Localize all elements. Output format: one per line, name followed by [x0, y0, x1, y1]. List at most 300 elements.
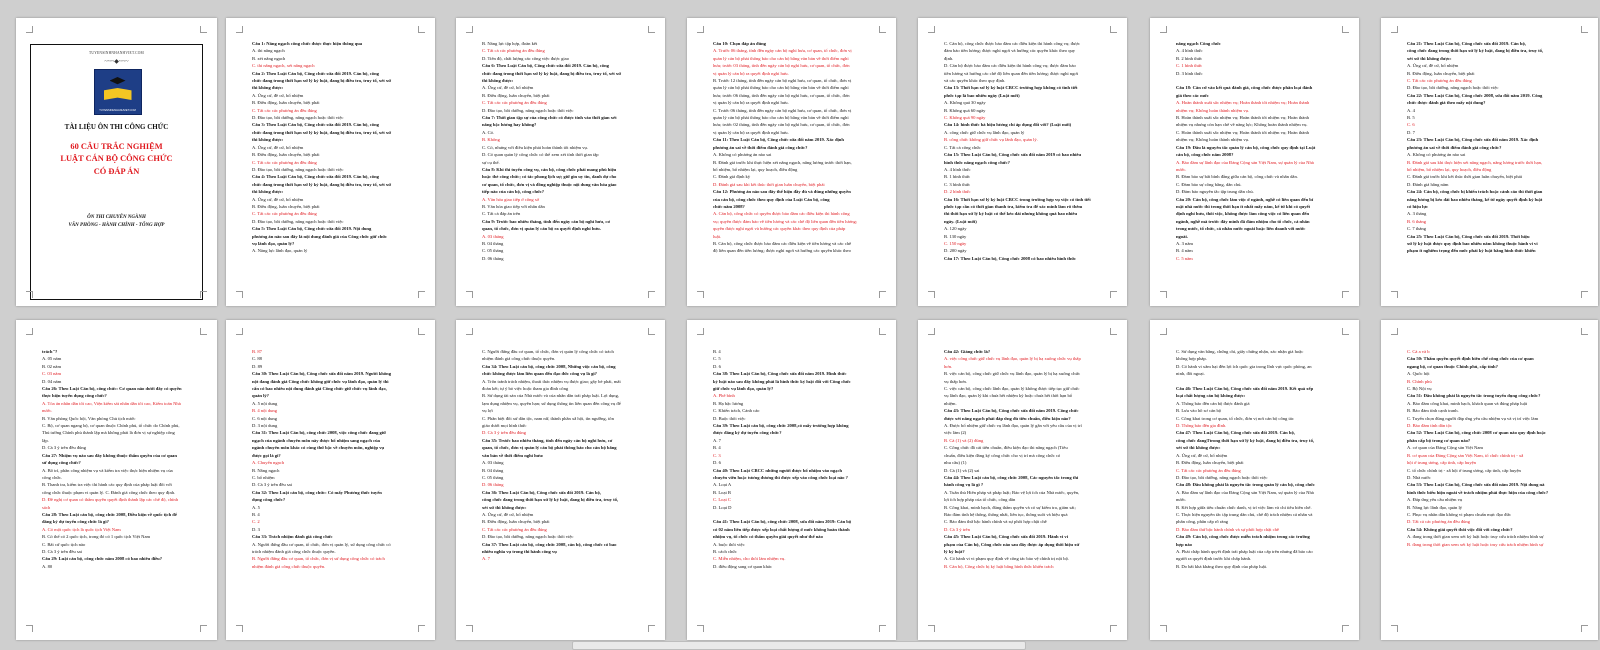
question-line: Câu 22: Theo Luật Cán bộ, Công chức 2008, sửa đổi năm 2019. Công: [1407, 92, 1543, 98]
answer-line: D. Đánh giá sau khi kết thúc thời gian luân chuyển, biệt phái: [713, 181, 825, 187]
page-margin-mark: [466, 328, 473, 335]
option-line: công chức.: [42, 474, 63, 480]
question-line: mật nhà nước thì trong thời hạn ít nhất mấy năm, kể từ khi có quyết: [1176, 203, 1311, 209]
option-line: D. Đào tạo, bồi dưỡng, nâng ngạch hoặc thôi việc: [1407, 85, 1499, 91]
question-line: hình thức nâng ngạch công chức?: [944, 159, 1010, 165]
answer-line: B. Đánh giá sau khi thực hiện xét nâng ngạch, nâng lương trước thời hạn,: [1407, 159, 1543, 165]
option-line: A. Ứng cử, đề cử, bổ nhiệm: [252, 196, 304, 202]
answer-line: C. Tất các các phương án đều đúng: [1176, 467, 1241, 473]
option-line: D. 04 năm: [42, 378, 62, 384]
option-line: bổ nhiệm, bổ nhiệm lại, quy hoạch, điều động: [713, 166, 798, 172]
question-line: cán bộ, công chức năm 2008?: [1176, 152, 1234, 158]
question-line: nhiêu nghĩa vụ trong thi hành công vụ: [482, 548, 557, 554]
answer-line: C. Cả a và b: [1407, 349, 1430, 354]
cover-heading-2: LUẬT CÁN BỘ CÔNG CHỨC: [60, 154, 173, 163]
option-line: B. cách chức: [713, 548, 737, 554]
question-line: hợp nào: [1176, 541, 1192, 547]
answer-line: C. 5 năm: [1176, 255, 1193, 261]
answer-line: bổ nhiệm, bổ nhiệm lại, quy hoạch, điều động: [1407, 166, 1492, 172]
question-line: xử lý kỷ luật được quy định bao nhiêu năm không thuộc hành vi vi: [1407, 240, 1538, 246]
page-margin-mark: [418, 291, 425, 298]
answer-line: C. Tất các các phương án đều đúng: [482, 100, 547, 106]
page-text: [1176, 348, 1337, 570]
question-line: Câu 20: Cán bộ, công chức làm việc ở ngành, nghề có liên quan đến bí: [1176, 196, 1314, 202]
answer-line: A. Trước 06 tháng, tính đến ngày cán bộ nghỉ hưu, cơ quan, tổ chức, đơn vị: [713, 48, 852, 54]
option-line: B. Không quá 60 ngày: [944, 107, 986, 113]
option-line: B. Do bất khả kháng theo quy định của pháp luật.: [1176, 563, 1268, 569]
page-margin-mark: [466, 26, 473, 33]
option-line: A. Ứng cử, đề cử, bổ nhiệm: [252, 144, 304, 150]
option-line: D. Tiến độ, chất lượng các công việc được giao: [482, 55, 570, 61]
option-line: nhiệm.: [944, 400, 957, 406]
page-text: [42, 348, 195, 570]
question-line: Câu 51: Đâu không phải là nguyên tắc trong tuyển dụng công chức?: [1407, 393, 1541, 399]
option-line: C. Tuyển chọn đúng người đáp ứng yêu cầu nhiệm vụ và vị trí việc làm: [1407, 415, 1539, 421]
question-line: chuyên viên hoặc tương đương thì được xếp vào công chức loại nào ?: [713, 474, 848, 480]
question-line: cơ quan, tổ chức, đơn vị và đồng nghiệp thuộc nội dung văn hóa giao: [482, 181, 617, 187]
page-margin-mark: [1110, 26, 1117, 33]
option-line: D. 200 ngày: [944, 248, 967, 254]
answer-line: C. 150 ngày: [944, 240, 967, 246]
option-line: B. Công khai, minh bạch, đúng thẩm quyền và có sự kiểm tra, giám sát;: [944, 504, 1076, 510]
option-line: A. Bảo đảm công khai, minh bạch, khách quan và đúng pháp luật: [1407, 400, 1528, 406]
option-line: A. Thông báo đến cán bộ được đánh giá: [1176, 400, 1250, 406]
question-line: loại chất lượng cán bộ không được:: [1176, 393, 1246, 399]
page-margin-mark: [879, 328, 886, 335]
answer-line: C. 3: [713, 452, 721, 458]
option-line: A. Phải chấp hành quyết định trái pháp luật của cấp trên nhưng đã báo cáo: [1176, 548, 1313, 554]
option-line: phân công, phân cấp rõ ràng: [1176, 519, 1229, 525]
question-line: Câu 25: Theo Luật Cán bộ, Công chức sửa đổi 2019. Thời hiệu: [1407, 233, 1530, 239]
page-margin-mark: [200, 26, 207, 33]
question-line: nâng ngạch Công chức: [1176, 41, 1221, 46]
option-line: trách nhiệm đánh giá công chức thuộc quyền.: [252, 548, 336, 554]
option-line: C. Khiển trách, Cảnh cáo: [713, 408, 760, 414]
option-line: A. Bảo đảm sự lãnh đạo của Đảng Cộng sản Việt Nam, sự quản lý của Nhà: [1176, 489, 1314, 495]
page-margin-mark: [26, 26, 33, 33]
question-line: Câu 15: Theo Luật Cán bộ, Công chức sửa đổi năm 2019 có bao nhiêu: [944, 152, 1082, 158]
option-line: A. 5 nội dung: [252, 400, 278, 406]
page-text: [713, 348, 874, 570]
option-line: sự cụ thể.: [482, 159, 500, 165]
answer-line: B. 6 tháng: [1407, 218, 1427, 224]
option-line: A. Quốc hội: [1407, 371, 1430, 377]
answer-line: C. Tất các các phương án đều đúng: [252, 211, 317, 217]
option-line: B. Bảo đảm tính cạnh tranh.: [1407, 408, 1459, 414]
question-line: Câu 49: Cán bộ, công chức được miễn trách nhiệm trong các trường: [1176, 534, 1310, 540]
option-line: B. Điều động, luân chuyển, biệt phái: [252, 203, 320, 209]
question-line: chức đang trong thời hạn xử lý kỷ luật, đang bị điều tra, truy tố, xét xử: [252, 181, 391, 187]
answer-line: sách: [42, 504, 51, 510]
option-line: C. việc cán bộ, công chức lãnh đạo, quản lý không được tiếp tục giữ chức: [944, 386, 1080, 392]
option-line: D. Đào tạo, bồi dưỡng, nâng ngạch hoặc thôi việc: [1176, 474, 1268, 480]
option-line: A. 4 hình thức: [1176, 48, 1203, 54]
option-line: quản lý cán bộ phải thông báo cho cán bộ bằng văn bản về thời điểm nghỉ: [713, 115, 849, 121]
answer-line: quản lý cán bộ phải thông báo cho cán bộ bằng văn bản về thời điểm nghỉ: [713, 55, 849, 61]
question-line: Câu 26: Theo Luật Cán bộ, công chức: Cơ quan nào dưới đây có quyền: [42, 386, 182, 392]
option-line: D. Cả (1) và (2) sai: [944, 467, 980, 473]
option-line: A. Ứng cử, đề cử, bổ nhiệm: [1176, 452, 1228, 458]
question-line: Câu 17: Theo Luật Cán bộ, Công chức 2008 có bao nhiêu hình thức: [944, 255, 1077, 261]
question-line: nâng lương bị kéo dài bao nhiêu tháng, kể từ ngày quyết định kỷ luật: [1407, 196, 1543, 202]
question-line: Câu 54: Không giải quyết thôi việc đối với công chức?: [1407, 526, 1513, 532]
option-line: D. 06 tháng: [482, 255, 504, 261]
page-margin-mark: [879, 26, 886, 33]
page-margin-mark: [236, 625, 243, 632]
option-line: A. Năng lực lãnh đạo, quản lý: [252, 248, 308, 254]
option-line: B. Điều động, luân chuyển, biệt phái: [252, 100, 320, 106]
option-line: công chức thuộc phạm vi quản lý. C. Đánh giá công chức theo quy định.: [42, 489, 176, 495]
page-margin-mark: [1160, 291, 1167, 298]
cover-heading-3: CÓ ĐÁP ÁN: [93, 167, 140, 176]
option-line: B. 04 tháng: [482, 240, 504, 246]
cover-subtitle-2: VĂN PHÒNG - HÀNH CHÍNH - TỔNG HỢP: [68, 223, 165, 228]
page-margin-mark: [418, 328, 425, 335]
page-margin-mark: [236, 26, 243, 33]
answer-line: A. 03 tháng: [482, 233, 504, 239]
option-line: A. công chức giữ chức vụ lãnh đạo, quản lý: [944, 129, 1025, 135]
option-line: B. Kết hợp giữa tiêu chuẩn chức danh, vị trí việc làm và chỉ tiêu biên chế.: [1176, 504, 1312, 510]
question-line: Câu 35: Trước bao nhiêu tháng, tính đến ngày cán bộ nghỉ hưu, cơ: [482, 437, 613, 443]
question-line: Câu 29: Luật cán bộ, công chức năm 2008 có bao nhiêu điều?: [42, 556, 163, 562]
answer-line: B. cơ quan của Đảng Cộng sản Việt Nam, tổ chức chính trị - xã: [1407, 452, 1524, 458]
page-text: [1176, 40, 1337, 262]
option-line: A. 4 hình thức: [944, 166, 971, 172]
answer-line: nước.: [1176, 166, 1187, 172]
option-line: lạm dụng nhiệm vụ, quyền hạn; sử dụng thông tin liên quan đến công vụ để: [482, 400, 621, 406]
answer-line: nhiệm vụ; Không hoàn thành nhiệm vụ.: [1176, 107, 1250, 113]
question-line: Câu 27: Nhiệm vụ nào sau đây không thuộc thẩm quyền của cơ quan: [42, 452, 177, 458]
answer-line: D. Thông báo đến gia đình.: [1176, 423, 1227, 429]
answer-line: A. 7: [482, 556, 490, 562]
option-line: C. Công khai trong cơ quan, tổ chức, đơn vị nơi cán bộ công tác: [1176, 415, 1294, 421]
question-line: phạm ít nghiêm trọng đến mức phải kỷ luật bằng hình thức khiển: [1407, 248, 1536, 254]
option-line: A. 4: [1407, 107, 1415, 113]
option-line: B. 4 năm: [1176, 248, 1193, 254]
page-margin-mark: [418, 26, 425, 33]
option-line: A. 3 năm: [1176, 240, 1193, 246]
option-line: A. 5: [252, 504, 260, 510]
question-line: của cán bộ, công chức theo quy định của Luật Cán bộ, công: [713, 196, 830, 202]
question-line: Câu 28: Theo Luật cán bộ, công chức 2008, Điều kiện về quốc tịch để: [42, 511, 177, 517]
option-line: A. Ứng cử, đề cử, bổ nhiệm: [482, 85, 534, 91]
option-line: C. 5: [713, 356, 721, 362]
option-line: D. Cả 3 ý trên đều sai: [42, 548, 82, 554]
question-line: Câu 23: Theo Luật Cán bộ, Công chức sửa đổi năm 2019. Xác định: [1407, 137, 1539, 143]
page-text: [1407, 348, 1576, 548]
option-line: C. Đánh giá trước khi kết thúc thời gian luân chuyển, biệt phái: [1407, 174, 1523, 180]
page-margin-mark: [697, 328, 704, 335]
option-line: C. Bất cứ quốc tịch nào: [42, 541, 86, 547]
page-margin-mark: [236, 328, 243, 335]
answer-line: A. Chuyển ngạch: [252, 460, 285, 466]
answer-line: D. 2 hình thức: [944, 189, 971, 195]
option-line: C. Hoàn thành xuất sắc nhiệm vụ; Hoàn thành tốt nhiệm vụ; Hoàn thành: [1176, 129, 1309, 135]
option-line: D. Đào tạo, bồi dưỡng, nâng ngạch hoặc thôi việc: [482, 534, 574, 540]
page-margin-mark: [1581, 26, 1588, 33]
option-line: C. 88: [252, 356, 262, 362]
option-line: B. việc cán bộ, công chức giữ chức vụ lãnh đạo, quản lý bị hạ xuống chức: [944, 371, 1081, 377]
question-line: nột đang đánh giá Công chức không giữ chức vụ lãnh đạo, quản lý thì: [252, 378, 389, 384]
question-line: Câu 52: Theo Luật Cán bộ, công chức 2008 cơ quan nào quy định hoặc: [1407, 430, 1546, 436]
option-line: vụ lãnh đạo, quản lý khi chưa hết nhiệm kỳ hoặc chưa hết thời hạn bổ: [944, 393, 1073, 399]
horizontal-scrollbar[interactable]: [572, 641, 1026, 650]
option-line: A. Có hành vi vi phạm quy định về công tác bảo vệ chính trị nội bộ.: [944, 556, 1070, 562]
option-line: độ liên quan đến tiền lương; được nghỉ ngơi và hưởng các quyền khác theo: [713, 248, 851, 254]
answer-line: B. Cả (1) và (2) đúng: [944, 437, 984, 443]
question-line: thì không được:: [252, 137, 284, 143]
answer-line: D. Cả 3 ý trên: [944, 526, 970, 532]
question-line: dụng công chức?: [252, 497, 286, 503]
question-line: Câu 41: Theo Luật Cán bộ, công chức 2008, sửa đổi năm 2019: Cán bộ: [713, 519, 852, 525]
question-line: kỷ luật nào sau đây không phải là hình thức kỷ luật đối với Công chức: [713, 378, 851, 384]
page-margin-mark: [1581, 625, 1588, 632]
option-line: không hợp pháp.: [1176, 356, 1207, 362]
option-line: lập.: [42, 437, 49, 443]
answer-line: C. 6: [1407, 122, 1415, 128]
cover-frame: [30, 44, 203, 300]
option-line: hưu; trước 02 tháng, tính đến ngày cán bộ nghỉ hưu, cơ quan, tổ chức, đơn: [713, 122, 850, 128]
cover-site: TUYENSINHNHANHVIET.COM: [89, 51, 144, 55]
question-line: Câu 34: Theo Luật cán bộ, công chức 2008, Những việc cán bộ, công: [482, 363, 616, 369]
answer-line: vị quản lý cán bộ ra quyết định nghỉ hưu.: [713, 70, 789, 76]
document-page: [918, 320, 1127, 640]
option-line: D. Cả 3 ý trên đều đúng: [42, 445, 87, 451]
option-line: B. Năng lực tập hợp, đoàn kết: [482, 41, 538, 46]
question-line: vụ lãnh đạo, quản lý?: [252, 240, 295, 246]
answer-line: A. Văn hóa giao tiếp ở công sở: [482, 196, 540, 202]
question-line: Câu 44: Theo Luật cán bộ, công chức 2008, Các nguyên tắc trong thi: [944, 474, 1079, 480]
answer-line: D. Tất cả các phương án đều đúng: [1407, 519, 1471, 525]
question-line: Câu 36: Theo Luật Cán bộ, Công chức sửa đổi 2019. Cán bộ,: [482, 489, 601, 495]
option-line: B. 1 hình thức: [944, 174, 971, 180]
question-line: Câu 48: Đâu không phải là nguyên tắc trong quản lý cán bộ, công chức: [1176, 482, 1315, 488]
question-line: phạm của Cán bộ, Công chức nào sau đây được áp dụng thời hiệu xử: [944, 541, 1080, 547]
question-line: Câu 53: Theo Luật Cán bộ, Công chức sửa đổi năm 2019. Nội dung nà: [1407, 482, 1545, 488]
option-line: D. điều động sang cơ quan khác: [713, 563, 772, 569]
option-line: C. 05 tháng: [482, 248, 504, 254]
question-line: công chức đangTtrong thời hạn xử lý kỷ luật, đang bị điều tra, truy tố,: [1176, 437, 1315, 443]
question-line: Câu 19: Đâu là nguyên tắc quản lý cán bộ, công chức quy định tại Luật: [1176, 144, 1316, 150]
answer-line: B. 87: [252, 349, 262, 354]
page-margin-mark: [1342, 26, 1349, 33]
option-line: A. Không có phương án nào sai: [713, 152, 772, 158]
option-line: A. Ứng cử, đề cử, bổ nhiệm: [482, 511, 534, 517]
answer-line: C. Tất các các phương án đều đúng: [252, 107, 317, 113]
page-margin-mark: [1342, 625, 1349, 632]
question-line: chức năm 2008?: [713, 203, 745, 209]
answer-line: D. 06 tháng: [482, 482, 504, 488]
option-line: chuẩn, điều kiện đăng ký công chức cho vị trí mà công chức có: [944, 452, 1061, 458]
question-line: ngang bộ, cơ quan thuộc Chính phủ, cấp tỉnh?: [1407, 363, 1498, 369]
page-margin-mark: [1391, 291, 1398, 298]
page-margin-mark: [200, 625, 207, 632]
question-line: Câu 30: Theo Luật Cán bộ, Công chức sửa đổi năm 2019. Người không: [252, 371, 391, 377]
option-line: A. Người đứng đầu cơ quan, tổ chức, đơn vị quản lý, sử dụng công chức có: [252, 541, 391, 547]
question-line: thì không được:: [482, 78, 514, 84]
page-margin-mark: [26, 328, 33, 335]
answer-line: A. Phê bình: [713, 393, 735, 399]
option-line: B. Điều động, luân chuyển, biệt phái: [482, 92, 550, 98]
option-line: [1176, 77, 1337, 84]
question-line: Câu 43: Theo Luật Cán bộ, Công chức sửa đổi năm 2019. Công chức: [944, 408, 1079, 414]
answer-line: C. Tất cả các phương án đều đúng: [482, 48, 545, 54]
option-line: Thủ tướng Chính phủ thành lập mà không phải là đơn vị sự nghiệp công: [42, 430, 175, 436]
question-line: trong nước, tổ chức, cá nhân nước ngoài hoặc liên doanh với nước: [1176, 226, 1306, 232]
question-line: Câu 13: Thời hạn xử lý kỷ luật CBCC trường hợp không có tình tiết: [944, 85, 1078, 91]
answer-line: C. 2: [252, 519, 260, 525]
answer-line: D. Đề nghị cơ quan có thẩm quyền quyết định thành lập các chế độ, chính: [42, 497, 178, 503]
page-margin-mark: [648, 328, 655, 335]
option-line: ninh, đối ngoại.: [1176, 371, 1205, 377]
question-line: ngành chuyên môn khác có cùng thứ bậc về chuyên môn, nghiệp vụ: [252, 445, 385, 451]
option-line: Bảo đảm tính hệ thống, thống nhất, liên tục, thông suốt và hiệu quả: [944, 511, 1068, 517]
option-line: A. Trốn tránh trách nhiệm, thoái thác nhiệm vụ được giao; gây bè phái, mất: [482, 378, 621, 384]
answer-line: vụ; quyền được đảm bảo về tiền lương và các chế độ liên quan đến tiền lương;: [713, 218, 858, 224]
answer-line: D. Bảo đảm tính dân tộc: [1407, 423, 1452, 429]
cover-ornament: ~~~◆~~~: [104, 59, 129, 65]
document-page: [918, 18, 1127, 306]
cover-page: [16, 18, 217, 306]
school-logo-icon: [94, 69, 142, 115]
page-margin-mark: [1110, 328, 1117, 335]
page-margin-mark: [1581, 328, 1588, 335]
option-line: C. Bộ Nội vụ: [1407, 386, 1432, 392]
question-line: hoặc thẻ công chức; có tác phong lịch sự; giữ gìn uy tín, danh dự cho: [482, 174, 617, 180]
question-line: có 02 năm liên tiếp được xếp loại chất lượng ở mức không hoàn thành: [713, 526, 850, 532]
option-line: B. Văn phòng Quốc hội, Văn phòng Chủ tịch nước: [42, 415, 136, 421]
cover-title: TÀI LIỆU ÔN THI CÔNG CHỨC: [64, 123, 169, 131]
page-text: [482, 40, 643, 262]
option-line: D. 6: [713, 460, 721, 466]
answer-line: A. Có một quốc tịch là quốc tịch Việt Nam: [42, 526, 121, 532]
option-line: D. Đào tạo, bồi dưỡng, nâng ngạch hoặc thôi việc: [252, 166, 344, 172]
answer-line: C. 1 hình thức: [1176, 63, 1203, 69]
page-margin-mark: [236, 291, 243, 298]
page-margin-mark: [1160, 328, 1167, 335]
option-line: B. Năng lực lãnh đạo, quản lý: [1407, 504, 1463, 510]
cover-heading-1: 60 CÂU TRẮC NGHIỆM: [70, 142, 163, 151]
option-line: B. Lưu vào hồ sơ cán bộ: [1176, 408, 1222, 414]
document-page: [226, 18, 435, 306]
option-line: A. 120 ngày: [944, 226, 967, 232]
question-line: thì thời hạn xử lý kỷ luật có thể kéo dài nhưng không quá bao nhiêu: [944, 211, 1078, 217]
question-line: sử dụng công chức?: [42, 460, 81, 466]
answer-line: B. 4 nội dung: [252, 408, 278, 414]
question-line: ngoài.: [1176, 233, 1188, 239]
question-line: chức được đánh giá theo mấy nội dung?: [1407, 100, 1486, 106]
option-line: D. Nhà nước: [1407, 474, 1431, 480]
option-line: B. Điều động, luân chuyển, biệt phái: [482, 519, 550, 525]
option-line: đoàn kết; tự ý bỏ việc hoặc tham gia đình công: [482, 386, 569, 392]
question-line: Câu 16: Thời hạn xử lý kỷ luật CBCC trong trường hợp vụ việc có tình tiết: [944, 196, 1091, 202]
option-line: C. Người đứng đầu cơ quan, tổ chức, đơn vị quản lý công chức có trách: [482, 349, 614, 354]
option-line: A. thi nâng ngạch: [252, 48, 285, 54]
option-line: định.: [944, 55, 954, 61]
question-line: được xét nâng ngạch phải đáp ứng đủ tiêu chuẩn, điều kiện nào?: [944, 415, 1071, 421]
option-line: B. Đảm bảo sự bất bình đẳng giữa cán bộ, công chức và nhân dân.: [1176, 174, 1298, 180]
option-line: B. Hoàn thành xuất sắc nhiệm vụ; Hoàn thành tốt nhiệm vụ; Hoàn thành: [1176, 115, 1309, 121]
option-line: C. 6 nội dung: [252, 415, 278, 421]
page-text: [713, 40, 874, 255]
page-margin-mark: [697, 625, 704, 632]
option-line: C. 05 tháng: [482, 474, 504, 480]
question-line: ngày. (Luật mới): [944, 218, 977, 224]
page-margin-mark: [1581, 291, 1588, 298]
option-line: B. Có thể có 2 quốc tịch, trong đó có 1 quốc tịch Việt Nam: [42, 534, 151, 540]
option-line: C. 3 hình thức: [944, 181, 971, 187]
page-margin-mark: [697, 291, 704, 298]
page-margin-mark: [879, 291, 886, 298]
question-line: định nghỉ hưu, thôi việc, không được làm công việc có liên quan đến: [1176, 211, 1310, 217]
option-line: A. 80: [42, 563, 53, 569]
page-margin-mark: [200, 328, 207, 335]
answer-line: hưu; trước 03 tháng, tính đến ngày cán bộ nghỉ hưu, cơ quan, tổ chức, đơn: [713, 63, 850, 69]
question-line: thì không được:: [252, 189, 284, 195]
option-line: C. Sử dụng văn bằng, chứng chỉ, giấy chứng nhận, xác nhận giả hoặc: [1176, 349, 1304, 354]
page-margin-mark: [1110, 291, 1117, 298]
answer-line: hơn.: [944, 363, 953, 369]
option-line: A. Không có phương án nào sai: [1407, 152, 1466, 158]
option-line: D. 3 hình thức: [1176, 70, 1203, 76]
option-line: A. Ứng cử, đề cử, bổ nhiệm: [252, 92, 304, 98]
option-line: D. 89: [252, 363, 263, 369]
page-text: [252, 348, 413, 570]
option-line: nhiệm vụ; Không hoàn thành nhiệm vụ.: [1176, 137, 1250, 143]
option-line: B. Cán bộ, công chức được bảo đảm các điều kiện về tiền lương và các chế: [713, 240, 852, 246]
option-line: D. 3: [252, 526, 260, 532]
question-line: Câu 2: Theo Luật Cán bộ, Công chức sửa đổi 2019. Cán bộ, công: [252, 70, 379, 76]
answer-line: B. Người đứng đầu cơ quan, tổ chức, đơn vị sử dụng công chức có trách: [252, 556, 385, 562]
answer-line: C. Tất các các phương án đều đúng: [252, 159, 317, 165]
page-margin-mark: [1391, 625, 1398, 632]
option-line: C. Trước 06 tháng, tính đến ngày cán bộ nghỉ hưu, cơ quan, tổ chức, đơn vị: [713, 107, 852, 113]
question-line: phức tạp là bao nhiêu ngày (Luật mới): [944, 92, 1020, 98]
page-margin-mark: [879, 625, 886, 632]
option-line: D. Có hành vi xâm hại đến lợi ích quốc gia trong lĩnh vực quốc phòng, an: [1176, 363, 1312, 369]
option-line: A. 3 tháng: [1407, 211, 1427, 217]
question-line: Câu 3: Theo Luật Cán bộ, Công chức sửa đổi 2019. Cán bộ, công: [252, 122, 379, 128]
question-line: Câu 21: Theo Luật Cán bộ, Công chức sửa đổi 2019. Cán bộ,: [1407, 41, 1526, 46]
question-line: xét xử thì không được:: [482, 504, 527, 510]
answer-line: B. Chính phủ: [1407, 378, 1432, 384]
page-margin-mark: [928, 26, 935, 33]
page-margin-mark: [26, 291, 33, 298]
question-line: xét xử thì không được:: [1176, 445, 1221, 451]
option-line: B. 130 ngày: [944, 233, 967, 239]
page-margin-mark: [928, 625, 935, 632]
question-line: được gọi là gì?: [252, 452, 281, 458]
page-margin-mark: [1160, 26, 1167, 33]
option-line: B. Loại B: [713, 489, 731, 495]
document-page: [1381, 320, 1598, 640]
answer-line: B. Cán bộ, Công chức bị kỷ luật bằng hình thức khiển trách: [944, 563, 1054, 569]
question-line: Câu 11: Theo Luật Cán bộ, Công chức sửa đổi năm 2019. Xác định: [713, 137, 844, 143]
option-line: B. Đánh giá trước khi thực hiện xét nâng ngạch, nâng lương trước thời hạn,: [713, 159, 852, 165]
option-line: đảm bảo tiền lương; được nghỉ ngơi và hưởng các quyền khác theo quy: [944, 48, 1076, 54]
option-line: D. 6: [713, 363, 721, 369]
page-margin-mark: [200, 291, 207, 298]
option-line: B. 5: [1407, 115, 1415, 121]
answer-line: C. thi nâng ngạch, xét nâng ngạch: [252, 63, 315, 69]
page-margin-mark: [1110, 625, 1117, 632]
question-line: Câu 6: Theo Luật Cán bộ, Công chức sửa đổi 2019. Cán bộ, công: [482, 63, 609, 69]
option-line: C. Bảo đảm thứ bậc hành chính và sự phối hợp chặt chẽ: [944, 519, 1047, 525]
page-text: [482, 348, 643, 563]
question-line: quan, tổ chức, đơn vị quản lý cán bộ phải thông báo cho cán bộ bằng: [482, 445, 617, 451]
option-line: B. Sử dụng tài sản của Nhà nước và của nhân dân trái pháp luật. Lợi dụng,: [482, 393, 620, 399]
answer-line: A. Cán bộ, công chức có quyền được bảo đảm các điều kiện thi hành công: [713, 211, 850, 217]
